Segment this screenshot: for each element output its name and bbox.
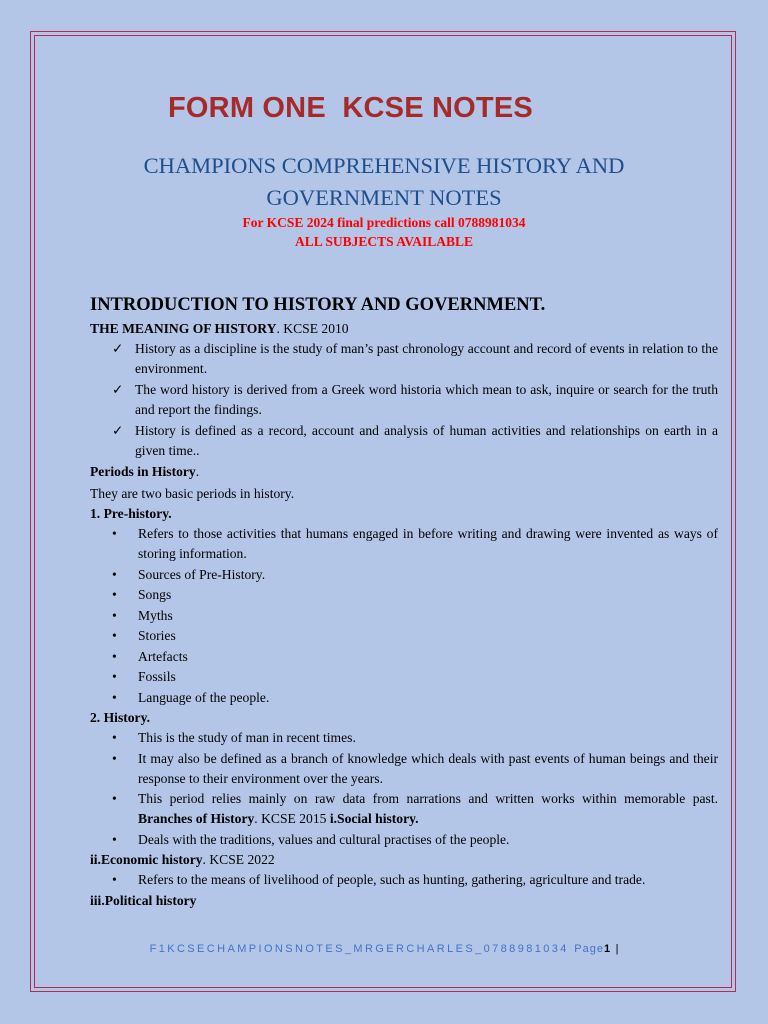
- page-label: Page: [574, 943, 604, 955]
- list-item-text: Deals with the traditions, values and cultural practises of the people.: [138, 831, 510, 847]
- list-item-text: Refers to the means of livelihood of people, such as hunting, gathering, agriculture and trade.: [138, 872, 646, 887]
- economic-list: [90, 870, 718, 890]
- subtitle-line-1: CHAMPIONS COMPREHENSIVE HISTORY AND: [143, 153, 625, 178]
- promo-line-1: For KCSE 2024 final predictions call 0788981034: [242, 215, 526, 230]
- economic-history-heading: [90, 850, 718, 870]
- bullet-icon: •: [112, 628, 117, 643]
- list-item-text: History as a discipline is the study of man’s past chronology account and record of events in relation to the environment.: [135, 341, 718, 376]
- list-item: [90, 728, 718, 748]
- bullet-icon: •: [112, 587, 117, 602]
- list-item-text: It may also be defined as a branch of knowledge which deals with past events of human beings and their response to their environment over the years.: [138, 750, 718, 786]
- list-item-text: History is defined as a record, account and analysis of human activities and relationships on earth in a given time..: [135, 423, 718, 458]
- bullet-icon: •: [112, 669, 117, 684]
- notes-content: [90, 291, 718, 911]
- list-item-text: Fossils: [138, 669, 176, 684]
- periods-intro: They are two basic periods in history.: [90, 486, 295, 501]
- footer-text: F1KCSECHAMPIONSNOTES_MRGERCHARLES_0788981034: [149, 943, 569, 955]
- bullet-icon: •: [112, 648, 117, 664]
- political-history-heading: iii.Political history: [90, 892, 197, 908]
- periods-label: Periods in History: [90, 464, 196, 479]
- history-list: [90, 728, 718, 850]
- page-separator: |: [615, 943, 619, 955]
- prehistory-heading: 1. Pre-history.: [90, 506, 172, 521]
- history-heading: 2. History.: [90, 710, 151, 725]
- meaning-list: [90, 339, 718, 461]
- section-heading: INTRODUCTION TO HISTORY AND GOVERNMENT.: [90, 295, 546, 315]
- list-item: [90, 789, 718, 829]
- periods-suffix: .: [195, 464, 200, 479]
- list-item: [90, 870, 718, 890]
- bullet-icon: •: [112, 791, 117, 806]
- economic-label: ii.Economic history: [90, 852, 203, 867]
- check-mark-icon: ✓: [112, 341, 124, 356]
- branches-label: Branches of History: [138, 811, 255, 826]
- promo-banner: [90, 213, 678, 251]
- social-history-label: i.Social history.: [329, 811, 419, 826]
- list-item: [90, 749, 718, 789]
- bullet-icon: •: [112, 872, 117, 887]
- list-item: [90, 565, 718, 585]
- list-item: [90, 524, 718, 564]
- document-title: FORM ONE KCSE NOTES: [168, 92, 533, 124]
- list-item: [90, 626, 718, 646]
- list-item: [90, 667, 718, 687]
- list-item-text: Stories: [138, 628, 176, 643]
- list-item-text: Language of the people.: [138, 689, 270, 705]
- branches-kcse-ref: . KCSE 2015: [254, 811, 330, 826]
- list-item: [90, 688, 718, 708]
- periods-heading: [90, 462, 718, 482]
- check-mark-icon: ✓: [112, 382, 124, 397]
- list-item-text: The word history is derived from a Greek word historia which mean to ask, inquire or search for the truth and report the findings.: [135, 382, 718, 417]
- check-mark-icon: ✓: [112, 423, 124, 438]
- economic-kcse-ref: . KCSE 2022: [202, 852, 275, 867]
- list-item: [90, 647, 718, 667]
- page-footer: [0, 943, 768, 955]
- list-item-text: [138, 791, 718, 826]
- bullet-icon: •: [112, 730, 117, 745]
- bullet-icon: •: [112, 831, 117, 847]
- history-item-text: This period relies mainly on raw data from narrations and written works within memorable past.: [138, 791, 718, 806]
- meaning-kcse-ref: . KCSE 2010: [276, 321, 349, 336]
- list-item-text: Sources of Pre-History.: [138, 566, 266, 582]
- list-item: [90, 380, 718, 420]
- list-item: [90, 606, 718, 626]
- prehistory-list: [90, 524, 718, 708]
- list-item: [90, 830, 718, 850]
- list-item: [90, 339, 718, 379]
- list-item-text: This is the study of man in recent times.: [138, 730, 356, 745]
- subtitle-line-2: GOVERNMENT NOTES: [266, 185, 502, 210]
- list-item-text: Refers to those activities that humans engaged in before writing and drawing were invented as ways of storing information.: [138, 526, 718, 561]
- list-item-text: Songs: [138, 587, 172, 602]
- document-subtitle: [90, 150, 678, 214]
- bullet-icon: •: [112, 689, 117, 705]
- bullet-icon: •: [112, 750, 117, 766]
- list-item: [90, 421, 718, 461]
- meaning-of-history-heading: [90, 319, 718, 339]
- page-number: 1: [603, 943, 611, 955]
- list-item: [90, 585, 718, 605]
- bullet-icon: •: [112, 566, 117, 582]
- bullet-icon: •: [112, 526, 117, 541]
- promo-line-2: ALL SUBJECTS AVAILABLE: [294, 234, 474, 249]
- list-item-text: Myths: [138, 607, 173, 623]
- meaning-label: THE MEANING OF HISTORY: [90, 321, 277, 336]
- bullet-icon: •: [112, 607, 117, 623]
- list-item-text: Artefacts: [138, 648, 188, 664]
